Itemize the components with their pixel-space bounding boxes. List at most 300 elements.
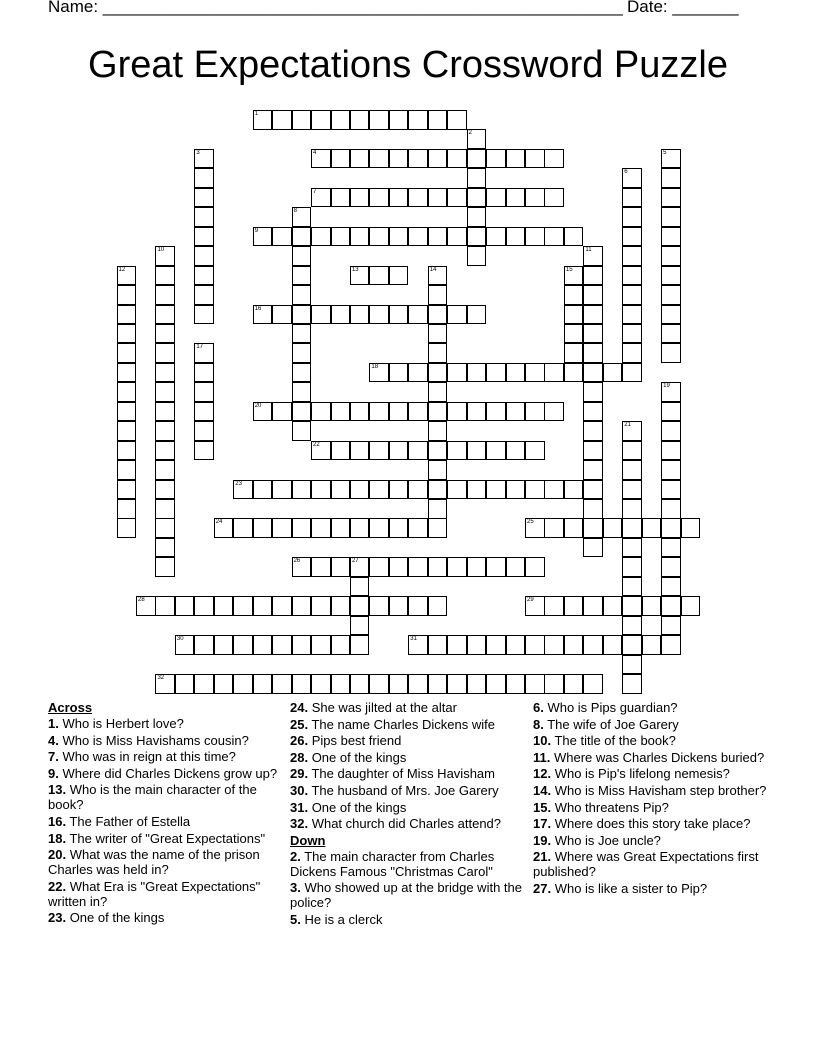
grid-cell[interactable] bbox=[661, 596, 681, 616]
grid-cell[interactable] bbox=[369, 266, 389, 286]
grid-cell[interactable] bbox=[428, 499, 448, 519]
grid-cell[interactable] bbox=[292, 343, 312, 363]
grid-cell[interactable] bbox=[467, 635, 487, 655]
grid-cell[interactable] bbox=[428, 305, 448, 325]
grid-cell[interactable] bbox=[311, 188, 331, 208]
grid-cell[interactable] bbox=[428, 149, 448, 169]
grid-cell[interactable] bbox=[350, 402, 370, 422]
grid-cell[interactable] bbox=[564, 635, 584, 655]
grid-cell[interactable] bbox=[428, 324, 448, 344]
grid-cell[interactable] bbox=[583, 596, 603, 616]
grid-cell[interactable] bbox=[622, 441, 642, 461]
grid-cell[interactable] bbox=[350, 596, 370, 616]
grid-cell[interactable] bbox=[506, 402, 526, 422]
grid-cell[interactable] bbox=[369, 305, 389, 325]
grid-cell[interactable] bbox=[544, 149, 564, 169]
grid-cell[interactable] bbox=[506, 557, 526, 577]
grid-cell[interactable] bbox=[486, 149, 506, 169]
grid-cell[interactable] bbox=[564, 266, 584, 286]
grid-cell[interactable] bbox=[369, 188, 389, 208]
grid-cell[interactable] bbox=[331, 480, 351, 500]
grid-cell[interactable] bbox=[506, 635, 526, 655]
grid-cell[interactable] bbox=[583, 674, 603, 694]
grid-cell[interactable] bbox=[603, 363, 623, 383]
grid-cell[interactable] bbox=[292, 402, 312, 422]
grid-cell[interactable] bbox=[311, 149, 331, 169]
grid-cell[interactable] bbox=[272, 110, 292, 130]
grid-cell[interactable] bbox=[233, 518, 253, 538]
grid-cell[interactable] bbox=[486, 635, 506, 655]
grid-cell[interactable] bbox=[311, 305, 331, 325]
grid-cell[interactable] bbox=[661, 188, 681, 208]
grid-cell[interactable] bbox=[350, 266, 370, 286]
grid-cell[interactable] bbox=[311, 480, 331, 500]
grid-cell[interactable] bbox=[544, 518, 564, 538]
grid-cell[interactable] bbox=[428, 441, 448, 461]
grid-cell[interactable] bbox=[311, 635, 331, 655]
grid-cell[interactable] bbox=[661, 149, 681, 169]
grid-cell[interactable] bbox=[369, 441, 389, 461]
grid-cell[interactable] bbox=[447, 402, 467, 422]
grid-cell[interactable] bbox=[389, 402, 409, 422]
grid-cell[interactable] bbox=[117, 266, 137, 286]
grid-cell[interactable] bbox=[428, 363, 448, 383]
grid-cell[interactable] bbox=[369, 227, 389, 247]
grid-cell[interactable] bbox=[155, 596, 175, 616]
grid-cell[interactable] bbox=[583, 343, 603, 363]
grid-cell[interactable] bbox=[194, 635, 214, 655]
grid-cell[interactable] bbox=[486, 480, 506, 500]
grid-cell[interactable] bbox=[389, 305, 409, 325]
grid-cell[interactable] bbox=[603, 518, 623, 538]
grid-cell[interactable] bbox=[389, 149, 409, 169]
grid-cell[interactable] bbox=[253, 674, 273, 694]
grid-cell[interactable] bbox=[155, 363, 175, 383]
grid-cell[interactable] bbox=[117, 460, 137, 480]
grid-cell[interactable] bbox=[506, 441, 526, 461]
grid-cell[interactable] bbox=[622, 499, 642, 519]
grid-cell[interactable] bbox=[292, 596, 312, 616]
grid-cell[interactable] bbox=[331, 305, 351, 325]
grid-cell[interactable] bbox=[661, 577, 681, 597]
grid-cell[interactable] bbox=[467, 149, 487, 169]
grid-cell[interactable] bbox=[408, 227, 428, 247]
grid-cell[interactable] bbox=[622, 655, 642, 675]
grid-cell[interactable] bbox=[583, 421, 603, 441]
grid-cell[interactable] bbox=[408, 596, 428, 616]
grid-cell[interactable] bbox=[233, 480, 253, 500]
grid-cell[interactable] bbox=[272, 305, 292, 325]
grid-cell[interactable] bbox=[583, 441, 603, 461]
grid-cell[interactable] bbox=[155, 382, 175, 402]
grid-cell[interactable] bbox=[194, 207, 214, 227]
grid-cell[interactable] bbox=[525, 441, 545, 461]
grid-cell[interactable] bbox=[408, 363, 428, 383]
grid-cell[interactable] bbox=[331, 110, 351, 130]
grid-cell[interactable] bbox=[661, 168, 681, 188]
grid-cell[interactable] bbox=[389, 110, 409, 130]
grid-cell[interactable] bbox=[214, 596, 234, 616]
grid-cell[interactable] bbox=[194, 305, 214, 325]
grid-cell[interactable] bbox=[331, 518, 351, 538]
grid-cell[interactable] bbox=[194, 246, 214, 266]
grid-cell[interactable] bbox=[447, 188, 467, 208]
grid-cell[interactable] bbox=[544, 480, 564, 500]
grid-cell[interactable] bbox=[622, 266, 642, 286]
grid-cell[interactable] bbox=[447, 557, 467, 577]
grid-cell[interactable] bbox=[272, 227, 292, 247]
grid-cell[interactable] bbox=[331, 402, 351, 422]
grid-cell[interactable] bbox=[350, 674, 370, 694]
grid-cell[interactable] bbox=[408, 518, 428, 538]
grid-cell[interactable] bbox=[544, 188, 564, 208]
grid-cell[interactable] bbox=[447, 635, 467, 655]
grid-cell[interactable] bbox=[467, 363, 487, 383]
grid-cell[interactable] bbox=[369, 518, 389, 538]
grid-cell[interactable] bbox=[564, 343, 584, 363]
grid-cell[interactable] bbox=[583, 266, 603, 286]
grid-cell[interactable] bbox=[194, 285, 214, 305]
grid-cell[interactable] bbox=[311, 110, 331, 130]
grid-cell[interactable] bbox=[583, 305, 603, 325]
grid-cell[interactable] bbox=[194, 402, 214, 422]
grid-cell[interactable] bbox=[194, 363, 214, 383]
grid-cell[interactable] bbox=[272, 596, 292, 616]
grid-cell[interactable] bbox=[564, 285, 584, 305]
grid-cell[interactable] bbox=[194, 441, 214, 461]
grid-cell[interactable] bbox=[175, 635, 195, 655]
grid-cell[interactable] bbox=[292, 324, 312, 344]
grid-cell[interactable] bbox=[331, 674, 351, 694]
grid-cell[interactable] bbox=[583, 480, 603, 500]
grid-cell[interactable] bbox=[622, 480, 642, 500]
grid-cell[interactable] bbox=[155, 538, 175, 558]
grid-cell[interactable] bbox=[661, 421, 681, 441]
grid-cell[interactable] bbox=[661, 518, 681, 538]
grid-cell[interactable] bbox=[428, 674, 448, 694]
grid-cell[interactable] bbox=[661, 343, 681, 363]
grid-cell[interactable] bbox=[622, 460, 642, 480]
grid-cell[interactable] bbox=[155, 285, 175, 305]
grid-cell[interactable] bbox=[622, 538, 642, 558]
grid-cell[interactable] bbox=[292, 110, 312, 130]
grid-cell[interactable] bbox=[350, 188, 370, 208]
grid-cell[interactable] bbox=[642, 596, 662, 616]
grid-cell[interactable] bbox=[506, 227, 526, 247]
grid-cell[interactable] bbox=[467, 227, 487, 247]
grid-cell[interactable] bbox=[389, 596, 409, 616]
grid-cell[interactable] bbox=[194, 188, 214, 208]
grid-cell[interactable] bbox=[408, 441, 428, 461]
grid-cell[interactable] bbox=[233, 596, 253, 616]
grid-cell[interactable] bbox=[292, 480, 312, 500]
grid-cell[interactable] bbox=[564, 596, 584, 616]
grid-cell[interactable] bbox=[622, 207, 642, 227]
grid-cell[interactable] bbox=[428, 285, 448, 305]
grid-cell[interactable] bbox=[467, 246, 487, 266]
grid-cell[interactable] bbox=[661, 285, 681, 305]
grid-cell[interactable] bbox=[136, 596, 156, 616]
grid-cell[interactable] bbox=[525, 402, 545, 422]
grid-cell[interactable] bbox=[389, 518, 409, 538]
grid-cell[interactable] bbox=[544, 596, 564, 616]
grid-cell[interactable] bbox=[253, 596, 273, 616]
grid-cell[interactable] bbox=[117, 363, 137, 383]
grid-cell[interactable] bbox=[272, 480, 292, 500]
grid-cell[interactable] bbox=[467, 402, 487, 422]
grid-cell[interactable] bbox=[117, 402, 137, 422]
grid-cell[interactable] bbox=[583, 324, 603, 344]
grid-cell[interactable] bbox=[661, 324, 681, 344]
grid-cell[interactable] bbox=[311, 441, 331, 461]
grid-cell[interactable] bbox=[194, 168, 214, 188]
grid-cell[interactable] bbox=[408, 674, 428, 694]
grid-cell[interactable] bbox=[467, 207, 487, 227]
grid-cell[interactable] bbox=[525, 363, 545, 383]
grid-cell[interactable] bbox=[564, 227, 584, 247]
grid-cell[interactable] bbox=[622, 343, 642, 363]
grid-cell[interactable] bbox=[292, 674, 312, 694]
grid-cell[interactable] bbox=[369, 110, 389, 130]
grid-cell[interactable] bbox=[389, 441, 409, 461]
grid-cell[interactable] bbox=[408, 188, 428, 208]
grid-cell[interactable] bbox=[155, 343, 175, 363]
grid-cell[interactable] bbox=[583, 285, 603, 305]
grid-cell[interactable] bbox=[661, 538, 681, 558]
grid-cell[interactable] bbox=[350, 149, 370, 169]
grid-cell[interactable] bbox=[525, 149, 545, 169]
grid-cell[interactable] bbox=[331, 227, 351, 247]
grid-cell[interactable] bbox=[661, 305, 681, 325]
grid-cell[interactable] bbox=[331, 188, 351, 208]
grid-cell[interactable] bbox=[408, 635, 428, 655]
grid-cell[interactable] bbox=[544, 674, 564, 694]
grid-cell[interactable] bbox=[622, 674, 642, 694]
grid-cell[interactable] bbox=[486, 188, 506, 208]
grid-cell[interactable] bbox=[447, 480, 467, 500]
grid-cell[interactable] bbox=[661, 227, 681, 247]
grid-cell[interactable] bbox=[350, 518, 370, 538]
grid-cell[interactable] bbox=[194, 266, 214, 286]
grid-cell[interactable] bbox=[331, 149, 351, 169]
grid-cell[interactable] bbox=[350, 635, 370, 655]
grid-cell[interactable] bbox=[525, 635, 545, 655]
grid-cell[interactable] bbox=[622, 518, 642, 538]
grid-cell[interactable] bbox=[389, 363, 409, 383]
grid-cell[interactable] bbox=[467, 168, 487, 188]
grid-cell[interactable] bbox=[408, 305, 428, 325]
grid-cell[interactable] bbox=[194, 674, 214, 694]
grid-cell[interactable] bbox=[486, 441, 506, 461]
grid-cell[interactable] bbox=[661, 557, 681, 577]
grid-cell[interactable] bbox=[544, 227, 564, 247]
grid-cell[interactable] bbox=[525, 227, 545, 247]
grid-cell[interactable] bbox=[155, 305, 175, 325]
grid-cell[interactable] bbox=[642, 635, 662, 655]
grid-cell[interactable] bbox=[389, 480, 409, 500]
grid-cell[interactable] bbox=[603, 596, 623, 616]
grid-cell[interactable] bbox=[253, 110, 273, 130]
grid-cell[interactable] bbox=[155, 421, 175, 441]
grid-cell[interactable] bbox=[194, 343, 214, 363]
grid-cell[interactable] bbox=[428, 635, 448, 655]
grid-cell[interactable] bbox=[583, 499, 603, 519]
grid-cell[interactable] bbox=[292, 207, 312, 227]
grid-cell[interactable] bbox=[564, 518, 584, 538]
grid-cell[interactable] bbox=[350, 305, 370, 325]
grid-cell[interactable] bbox=[622, 324, 642, 344]
grid-cell[interactable] bbox=[117, 441, 137, 461]
grid-cell[interactable] bbox=[447, 441, 467, 461]
grid-cell[interactable] bbox=[194, 421, 214, 441]
grid-cell[interactable] bbox=[506, 480, 526, 500]
grid-cell[interactable] bbox=[350, 110, 370, 130]
grid-cell[interactable] bbox=[622, 616, 642, 636]
grid-cell[interactable] bbox=[194, 382, 214, 402]
grid-cell[interactable] bbox=[369, 363, 389, 383]
grid-cell[interactable] bbox=[233, 674, 253, 694]
grid-cell[interactable] bbox=[155, 441, 175, 461]
grid-cell[interactable] bbox=[389, 188, 409, 208]
name-field[interactable]: Name: _______________________________________________________ bbox=[48, 0, 623, 16]
grid-cell[interactable] bbox=[447, 227, 467, 247]
grid-cell[interactable] bbox=[622, 168, 642, 188]
grid-cell[interactable] bbox=[681, 596, 701, 616]
grid-cell[interactable] bbox=[369, 402, 389, 422]
grid-cell[interactable] bbox=[350, 480, 370, 500]
grid-cell[interactable] bbox=[622, 577, 642, 597]
grid-cell[interactable] bbox=[428, 557, 448, 577]
grid-cell[interactable] bbox=[564, 305, 584, 325]
grid-cell[interactable] bbox=[117, 499, 137, 519]
grid-cell[interactable] bbox=[292, 363, 312, 383]
grid-cell[interactable] bbox=[622, 635, 642, 655]
grid-cell[interactable] bbox=[486, 363, 506, 383]
grid-cell[interactable] bbox=[214, 518, 234, 538]
grid-cell[interactable] bbox=[544, 635, 564, 655]
grid-cell[interactable] bbox=[447, 305, 467, 325]
grid-cell[interactable] bbox=[350, 441, 370, 461]
grid-cell[interactable] bbox=[155, 324, 175, 344]
grid-cell[interactable] bbox=[311, 674, 331, 694]
grid-cell[interactable] bbox=[506, 674, 526, 694]
grid-cell[interactable] bbox=[389, 557, 409, 577]
grid-cell[interactable] bbox=[525, 596, 545, 616]
grid-cell[interactable] bbox=[292, 305, 312, 325]
date-field[interactable]: Date: _______ bbox=[627, 0, 739, 16]
grid-cell[interactable] bbox=[428, 382, 448, 402]
grid-cell[interactable] bbox=[117, 518, 137, 538]
grid-cell[interactable] bbox=[311, 518, 331, 538]
grid-cell[interactable] bbox=[486, 402, 506, 422]
grid-cell[interactable] bbox=[583, 460, 603, 480]
grid-cell[interactable] bbox=[214, 635, 234, 655]
grid-cell[interactable] bbox=[544, 363, 564, 383]
grid-cell[interactable] bbox=[428, 518, 448, 538]
grid-cell[interactable] bbox=[428, 188, 448, 208]
grid-cell[interactable] bbox=[661, 616, 681, 636]
grid-cell[interactable] bbox=[292, 285, 312, 305]
grid-cell[interactable] bbox=[661, 480, 681, 500]
grid-cell[interactable] bbox=[155, 266, 175, 286]
grid-cell[interactable] bbox=[194, 596, 214, 616]
grid-cell[interactable] bbox=[408, 110, 428, 130]
grid-cell[interactable] bbox=[467, 674, 487, 694]
grid-cell[interactable] bbox=[272, 674, 292, 694]
grid-cell[interactable] bbox=[583, 402, 603, 422]
grid-cell[interactable] bbox=[447, 110, 467, 130]
grid-cell[interactable] bbox=[583, 538, 603, 558]
grid-cell[interactable] bbox=[467, 129, 487, 149]
grid-cell[interactable] bbox=[428, 227, 448, 247]
grid-cell[interactable] bbox=[155, 674, 175, 694]
grid-cell[interactable] bbox=[428, 421, 448, 441]
grid-cell[interactable] bbox=[272, 635, 292, 655]
grid-cell[interactable] bbox=[525, 557, 545, 577]
grid-cell[interactable] bbox=[467, 305, 487, 325]
grid-cell[interactable] bbox=[583, 382, 603, 402]
grid-cell[interactable] bbox=[117, 343, 137, 363]
grid-cell[interactable] bbox=[117, 382, 137, 402]
grid-cell[interactable] bbox=[253, 480, 273, 500]
grid-cell[interactable] bbox=[622, 596, 642, 616]
grid-cell[interactable] bbox=[117, 421, 137, 441]
grid-cell[interactable] bbox=[272, 518, 292, 538]
grid-cell[interactable] bbox=[447, 363, 467, 383]
grid-cell[interactable] bbox=[622, 421, 642, 441]
grid-cell[interactable] bbox=[661, 402, 681, 422]
grid-cell[interactable] bbox=[467, 480, 487, 500]
grid-cell[interactable] bbox=[331, 441, 351, 461]
grid-cell[interactable] bbox=[253, 635, 273, 655]
grid-cell[interactable] bbox=[117, 324, 137, 344]
grid-cell[interactable] bbox=[117, 480, 137, 500]
grid-cell[interactable] bbox=[155, 480, 175, 500]
grid-cell[interactable] bbox=[428, 266, 448, 286]
grid-cell[interactable] bbox=[350, 577, 370, 597]
grid-cell[interactable] bbox=[506, 363, 526, 383]
grid-cell[interactable] bbox=[292, 266, 312, 286]
grid-cell[interactable] bbox=[506, 188, 526, 208]
grid-cell[interactable] bbox=[253, 518, 273, 538]
grid-cell[interactable] bbox=[311, 596, 331, 616]
grid-cell[interactable] bbox=[661, 635, 681, 655]
grid-cell[interactable] bbox=[544, 402, 564, 422]
grid-cell[interactable] bbox=[622, 305, 642, 325]
grid-cell[interactable] bbox=[233, 635, 253, 655]
grid-cell[interactable] bbox=[369, 674, 389, 694]
grid-cell[interactable] bbox=[642, 518, 662, 538]
grid-cell[interactable] bbox=[155, 246, 175, 266]
grid-cell[interactable] bbox=[117, 305, 137, 325]
grid-cell[interactable] bbox=[661, 246, 681, 266]
grid-cell[interactable] bbox=[486, 227, 506, 247]
grid-cell[interactable] bbox=[331, 557, 351, 577]
grid-cell[interactable] bbox=[681, 518, 701, 538]
grid-cell[interactable] bbox=[525, 480, 545, 500]
grid-cell[interactable] bbox=[408, 149, 428, 169]
grid-cell[interactable] bbox=[564, 674, 584, 694]
grid-cell[interactable] bbox=[583, 635, 603, 655]
grid-cell[interactable] bbox=[292, 557, 312, 577]
grid-cell[interactable] bbox=[428, 480, 448, 500]
grid-cell[interactable] bbox=[506, 149, 526, 169]
grid-cell[interactable] bbox=[622, 285, 642, 305]
grid-cell[interactable] bbox=[661, 266, 681, 286]
grid-cell[interactable] bbox=[311, 557, 331, 577]
grid-cell[interactable] bbox=[272, 402, 292, 422]
grid-cell[interactable] bbox=[311, 402, 331, 422]
